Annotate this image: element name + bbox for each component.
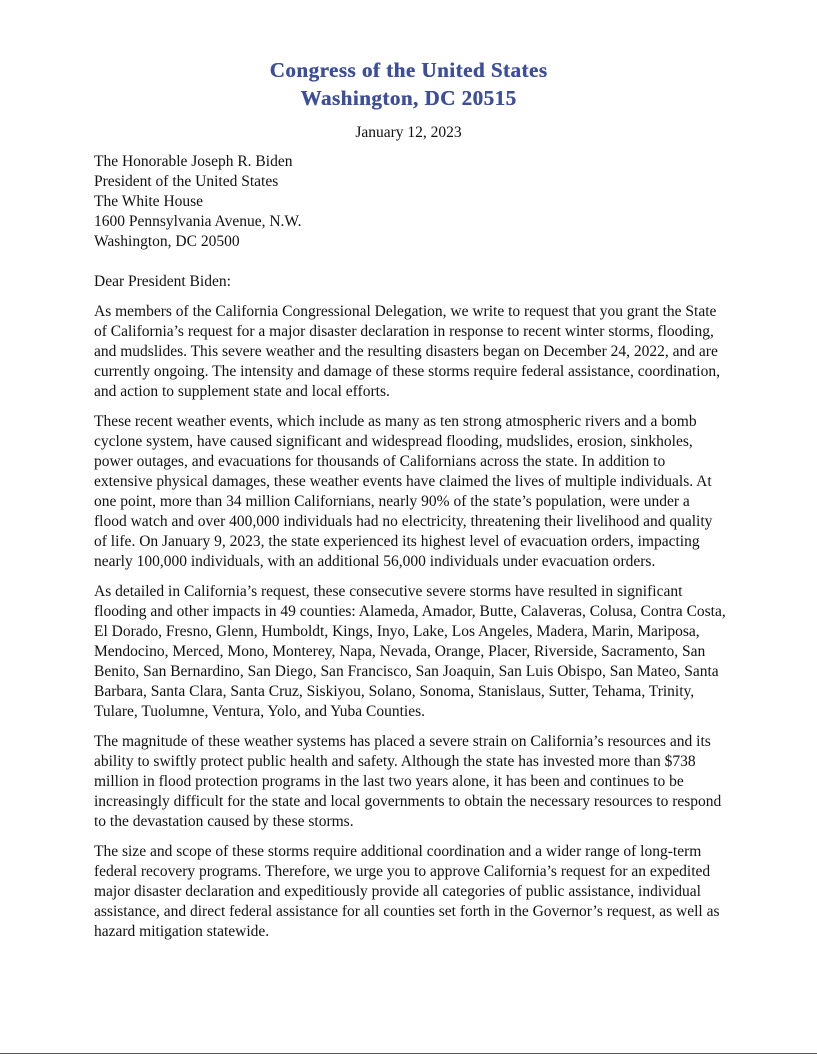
- letter-body: [94, 302, 726, 952]
- salutation: Dear President Biden:: [94, 273, 231, 290]
- body-paragraph: The size and scope of these storms require additional coordination and a wider range of long-term federal recovery programs. Therefore, we urge you to approve California’s request for an expedited major disaster declaration and expeditiously provide all categories of public assistance, individual assistance, and direct federal assistance for all counties set forth in the Governor’s request, as well as hazard mitigation statewide.: [94, 843, 720, 940]
- address-line: The Honorable Joseph R. Biden: [94, 153, 293, 170]
- body-paragraph: The magnitude of these weather systems has placed a severe strain on California’s resources and its ability to swiftly protect public health and safety. Although the state has invested more than $738 million in flood protection programs in the last two years alone, it has been and continues to be increasingly difficult for the state and local governments to obtain the necessary resources to respond to the devastation caused by these storms.: [94, 733, 722, 830]
- address-line: President of the United States: [94, 173, 279, 190]
- recipient-address: [94, 152, 302, 252]
- address-line: Washington, DC 20500: [94, 233, 240, 250]
- letterhead-address: Washington, DC 20515: [300, 86, 517, 110]
- page-bottom-rule: [0, 1053, 817, 1054]
- body-paragraph: As members of the California Congressional Delegation, we write to request that you grant the State of California’s request for a major disaster declaration in response to recent winter storms, flooding, and mudslides. This severe weather and the resulting disasters began on December 24, 2022, and are currently ongoing. The intensity and damage of these storms require federal assistance, coordination, and action to supplement state and local efforts.: [94, 303, 720, 400]
- letterhead-title: Congress of the United States: [269, 58, 548, 82]
- address-line: The White House: [94, 193, 204, 210]
- letterhead: [0, 56, 817, 112]
- letter-date: January 12, 2023: [355, 124, 462, 141]
- body-paragraph: As detailed in California’s request, these consecutive severe storms have resulted in significant flooding and other impacts in 49 counties: Alameda, Amador, Butte, Calaveras, Colusa, Contra Costa, El Dorado, Fresno, Glenn, Humboldt, Kings, Inyo, Lake, Los Angeles, Madera, Marin, Mariposa, Mendocino, Merced, Mono, Monterey, Napa, Nevada, Orange, Placer, Riverside, Sacramento, San Benito, San Bernardino, San Diego, San Francisco, San Joaquin, San Luis Obispo, San Mateo, Santa Barbara, Santa Clara, Santa Cruz, Siskiyou, Solano, Sonoma, Stanislaus, Sutter, Tehama, Trinity, Tulare, Tuolumne, Ventura, Yolo, and Yuba Counties.: [94, 583, 726, 720]
- body-paragraph: These recent weather events, which include as many as ten strong atmospheric rivers and a bomb cyclone system, have caused significant and widespread flooding, mudslides, erosion, sinkholes, power outages, and evacuations for thousands of Californians across the state. In addition to extensive physical damages, these weather events have claimed the lives of multiple individuals. At one point, more than 34 million Californians, nearly 90% of the state’s population, were under a flood watch and over 400,000 individuals had no electricity, threatening their livelihood and quality of life. On January 9, 2023, the state experienced its highest level of evacuation orders, impacting nearly 100,000 individuals, with an additional 56,000 individuals under evacuation orders.: [94, 413, 713, 570]
- address-line: 1600 Pennsylvania Avenue, N.W.: [94, 213, 302, 230]
